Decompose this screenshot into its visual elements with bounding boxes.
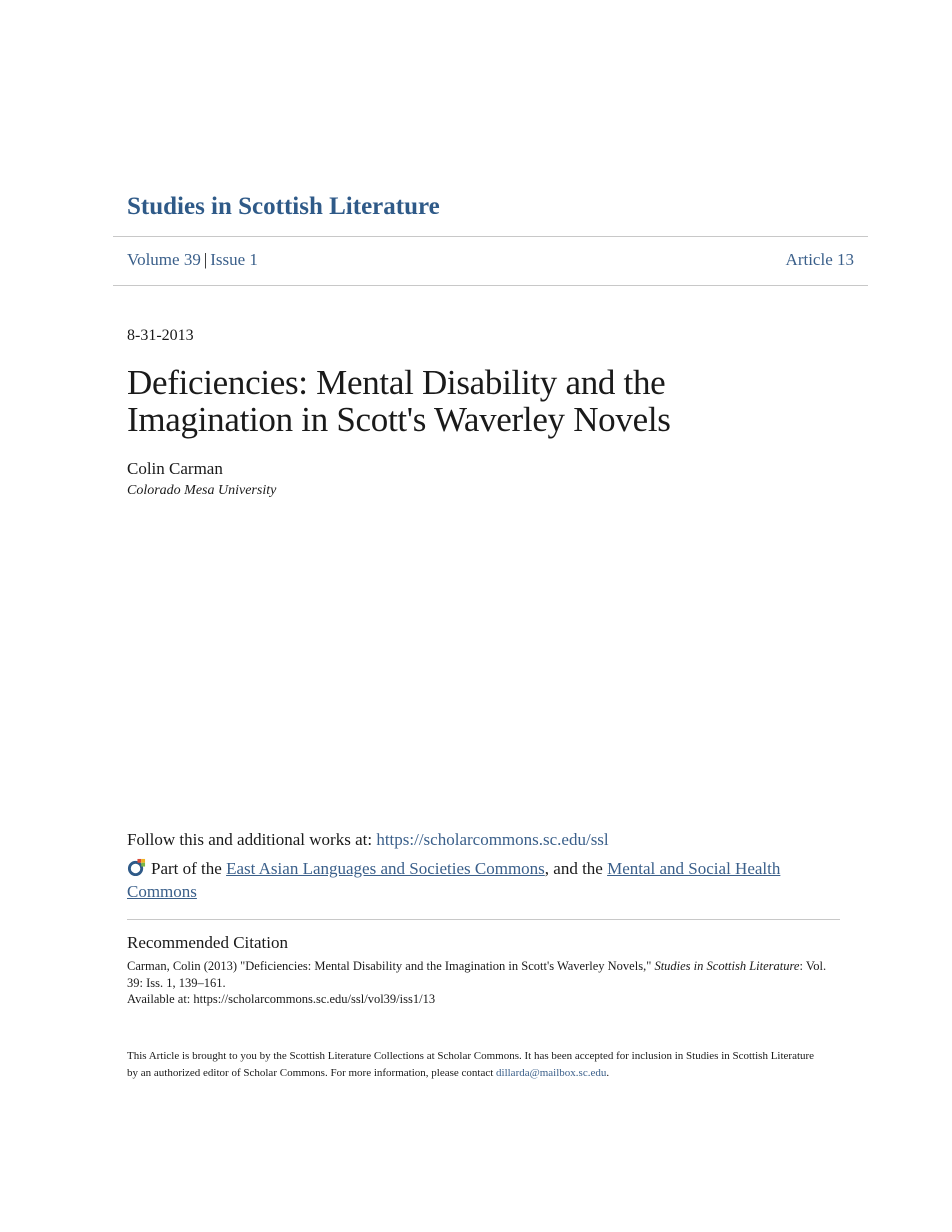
author-name: Colin Carman <box>127 459 223 478</box>
citation-divider <box>127 919 840 920</box>
citation-text <box>127 958 827 1008</box>
header-divider-top <box>113 236 868 237</box>
issue-link[interactable]: Issue 1 <box>210 250 258 269</box>
volume-link[interactable]: Volume 39 <box>127 250 201 269</box>
footer-note <box>127 1048 827 1082</box>
network-commons-icon <box>127 858 146 877</box>
header-divider-bottom <box>113 285 868 286</box>
contact-email-link[interactable]: dillarda@mailbox.sc.edu <box>496 1067 607 1079</box>
follow-prefix: Follow this and additional works at: <box>127 830 377 849</box>
author-affiliation: Colorado Mesa University <box>127 483 277 498</box>
commons-middle: , and the <box>544 859 608 878</box>
volume-issue-separator: | <box>203 250 208 269</box>
article-title-line-1: Deficiencies: Mental Disability and the <box>127 363 666 402</box>
citation-part-2: : Vol. 39: Iss. 1, 139–161. <box>127 959 827 990</box>
citation-available: Available at: https://scholarcommons.sc.edu/ssl/vol39/iss1/13 <box>127 992 436 1006</box>
recommended-citation-heading: Recommended Citation <box>127 933 288 952</box>
collection-url-link[interactable]: https://scholarcommons.sc.edu/ssl <box>376 830 609 849</box>
east-asian-commons-link[interactable]: East Asian Languages and Societies Commons <box>226 859 545 878</box>
article-title-line-2: Imagination in Scott's Waverley Novels <box>127 400 671 439</box>
citation-journal: Studies in Scottish Literature <box>654 959 800 973</box>
commons-prefix: Part of the <box>151 859 227 878</box>
citation-part-1: Carman, Colin (2013) "Deficiencies: Mental Disability and the Imagination in Scott's Waverley Novels," <box>127 959 655 973</box>
article-number-link[interactable]: Article 13 <box>785 250 854 269</box>
journal-title: Studies in Scottish Literature <box>127 193 440 220</box>
commons-disciplines <box>127 857 827 903</box>
mental-health-commons-link[interactable]: Mental and Social Health Commons <box>127 859 781 901</box>
follow-line <box>127 830 609 850</box>
footer-end: . <box>606 1067 610 1079</box>
article-title <box>127 364 827 438</box>
publication-date: 8-31-2013 <box>127 327 194 344</box>
volume-issue <box>127 250 258 270</box>
footer-text: This Article is brought to you by the Scottish Literature Collections at Scholar Commons. It has been accepted for inclusion in Studies in Scottish Literature by an authorized editor of Scholar Commons. For more information, please contact <box>127 1050 815 1079</box>
